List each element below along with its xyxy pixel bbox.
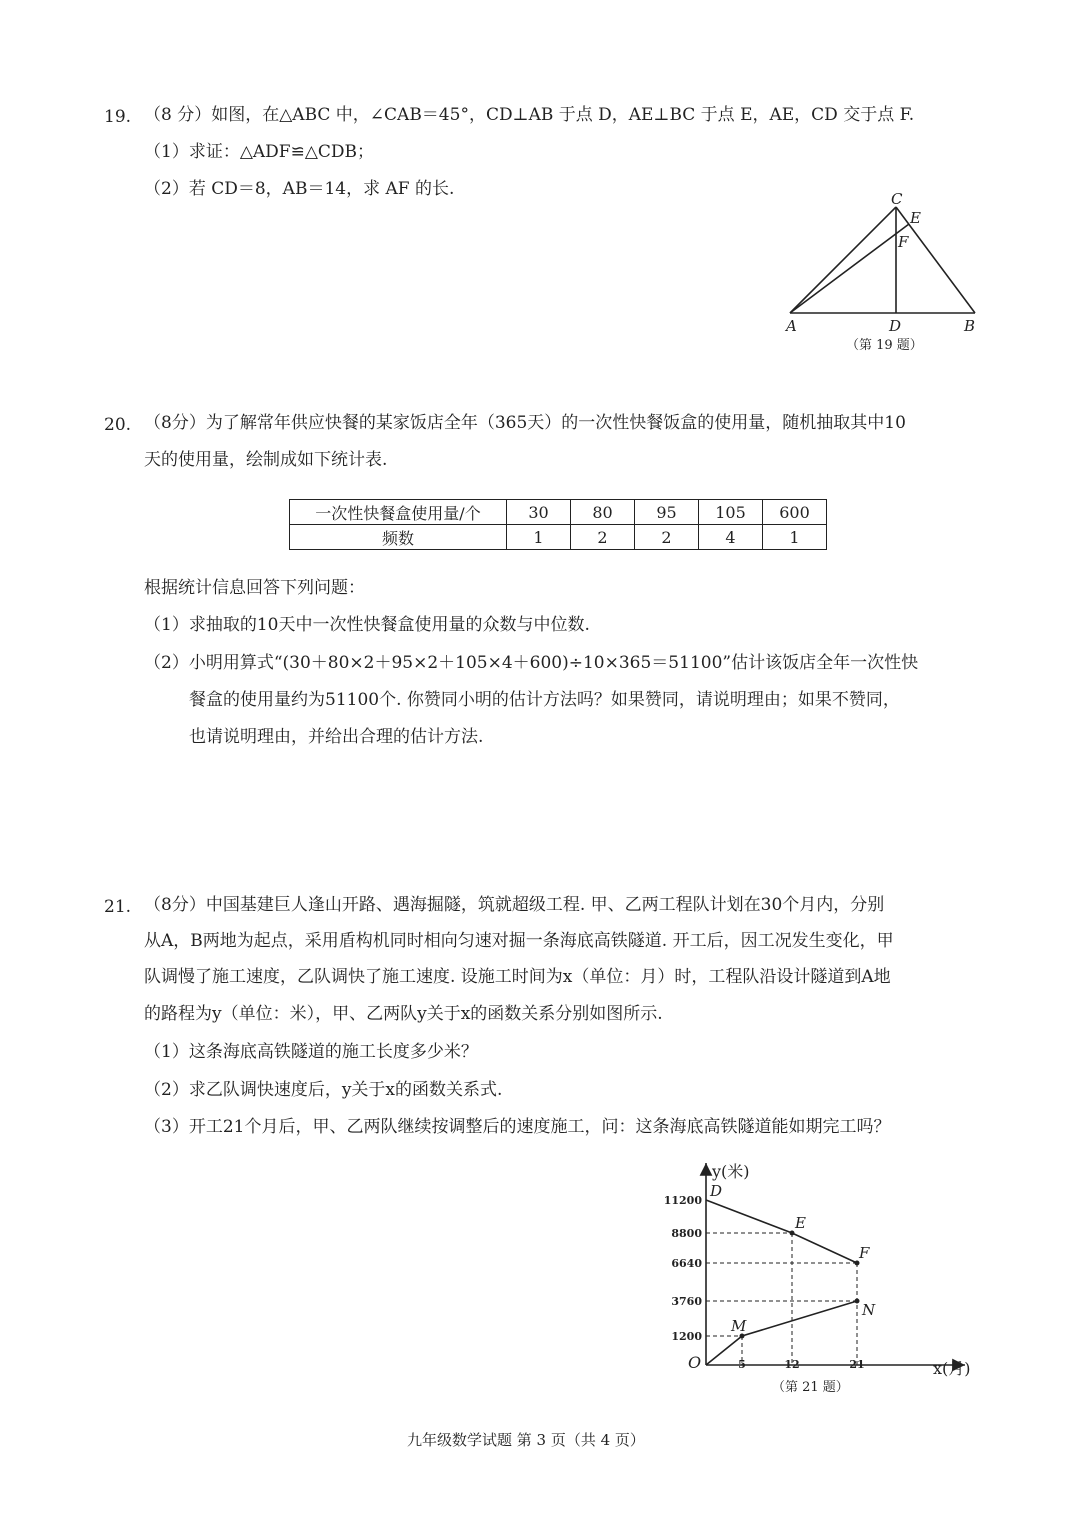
series-jia-line — [706, 1200, 857, 1263]
y-axis-label: y(米) — [712, 1162, 750, 1181]
table-row — [290, 525, 827, 550]
q19-segment-ac — [790, 207, 896, 313]
q19-label-e: E — [910, 209, 921, 227]
q20-part1: （1）求抽取的10天中一次性快餐盒使用量的众数与中位数. — [144, 615, 590, 635]
y-tick-label: 8800 — [671, 1227, 702, 1240]
q19-part2: （2）若 CD＝8，AB＝14，求 AF 的长. — [144, 179, 455, 199]
origin-label: O — [688, 1353, 702, 1372]
usage-cell: 105 — [699, 500, 763, 525]
point-e — [790, 1231, 795, 1236]
usage-header: 一次性快餐盒使用量/个 — [290, 500, 507, 525]
x-axis-label: x(月) — [933, 1359, 971, 1378]
q19-label-c: C — [891, 190, 903, 208]
q19-part1: （1）求证：△ADF≌△CDB； — [144, 142, 375, 162]
q21-stem-line4: 的路程为y（单位：米），甲、乙两队y关于x的函数关系分别如图所示. — [144, 1004, 663, 1024]
point-label-d: D — [710, 1182, 723, 1200]
q19-stem: （8 分）如图，在△ABC 中，∠CAB＝45°，CD⊥AB 于点 D，AE⊥BC 于点 E，AE，CD 交于点 F. — [144, 105, 915, 125]
q21-stem-line1: （8分）中国基建巨人逢山开路、遇海掘隧，筑就超级工程. 甲、乙两工程队计划在30个月内，分别 — [144, 895, 885, 915]
q20-part2-line1: （2）小明用算式“(30＋80×2＋95×2＋105×4＋600)÷10×365＝51100”估计该饭店全年一次性快 — [144, 653, 919, 673]
q21-stem-line3: 队调慢了施工速度，乙队调快了施工速度. 设施工时间为x（单位：月）时，工程队沿设计隧道到A地 — [144, 967, 891, 987]
q19-caption: （第 19 题） — [846, 338, 923, 353]
q19-number: 19. — [104, 107, 132, 127]
frequency-cell: 1 — [763, 525, 827, 550]
q20-stat-table — [289, 499, 827, 550]
usage-cell: 30 — [507, 500, 571, 525]
usage-cell: 95 — [635, 500, 699, 525]
y-tick-label: 1200 — [671, 1330, 702, 1343]
q21-caption: （第 21 题） — [772, 1380, 849, 1395]
q21-part2: （2）求乙队调快速度后，y关于x的函数关系式. — [144, 1080, 503, 1100]
q19-figure — [770, 185, 990, 360]
table-row — [290, 500, 827, 525]
frequency-header: 频数 — [290, 525, 507, 550]
x-tick-label: 12 — [784, 1358, 800, 1371]
q19-label-b: B — [964, 317, 976, 335]
usage-cell: 80 — [571, 500, 635, 525]
q20-number: 20. — [104, 415, 132, 435]
x-tick-label: 5 — [738, 1358, 746, 1371]
y-tick-label: 3760 — [671, 1295, 702, 1308]
frequency-cell: 2 — [635, 525, 699, 550]
q21-part3: （3）开工21个月后，甲、乙两队继续按调整后的速度施工，问：这条海底高铁隧道能如期完工吗？ — [144, 1117, 891, 1137]
q21-part1: （1）这条海底高铁隧道的施工长度多少米？ — [144, 1042, 478, 1062]
q19-label-f: F — [898, 233, 909, 251]
series-yi-line — [706, 1301, 857, 1365]
q21-graph — [660, 1155, 990, 1400]
usage-cell: 600 — [763, 500, 827, 525]
q20-part2-line3: 也请说明理由，并给出合理的估计方法. — [189, 727, 484, 747]
frequency-cell: 2 — [571, 525, 635, 550]
point-label-m: M — [731, 1317, 747, 1335]
q19-segment-bc — [896, 207, 975, 313]
q21-stem-line2: 从A，B两地为起点，采用盾构机同时相向匀速对掘一条海底高铁隧道. 开工后，因工况发生变化，甲 — [144, 931, 894, 951]
point-label-n: N — [862, 1301, 876, 1319]
page-footer: 九年级数学试题 第 3 页（共 4 页） — [407, 1431, 645, 1449]
y-tick-label: 11200 — [663, 1194, 702, 1207]
point-label-e: E — [795, 1214, 806, 1232]
point-n — [855, 1299, 860, 1304]
frequency-cell: 4 — [699, 525, 763, 550]
point-label-f: F — [859, 1244, 870, 1262]
q20-stem-line1: （8分）为了解常年供应快餐的某家饭店全年（365天）的一次性快餐饭盒的使用量，随机抽取其中10 — [144, 413, 906, 433]
y-tick-label: 6640 — [671, 1257, 702, 1270]
q20-part2-line2: 餐盒的使用量约为51100个. 你赞同小明的估计方法吗？如果赞同，请说明理由；如果不赞同， — [189, 690, 900, 710]
q19-label-a: A — [786, 317, 797, 335]
frequency-cell: 1 — [507, 525, 571, 550]
q19-label-d: D — [889, 317, 902, 335]
q20-stem-line2: 天的使用量，绘制成如下统计表. — [144, 450, 388, 470]
q20-intro: 根据统计信息回答下列问题： — [144, 578, 365, 598]
q19-segment-ae — [790, 224, 909, 313]
x-tick-label: 21 — [849, 1358, 865, 1371]
q21-number: 21. — [104, 897, 132, 917]
